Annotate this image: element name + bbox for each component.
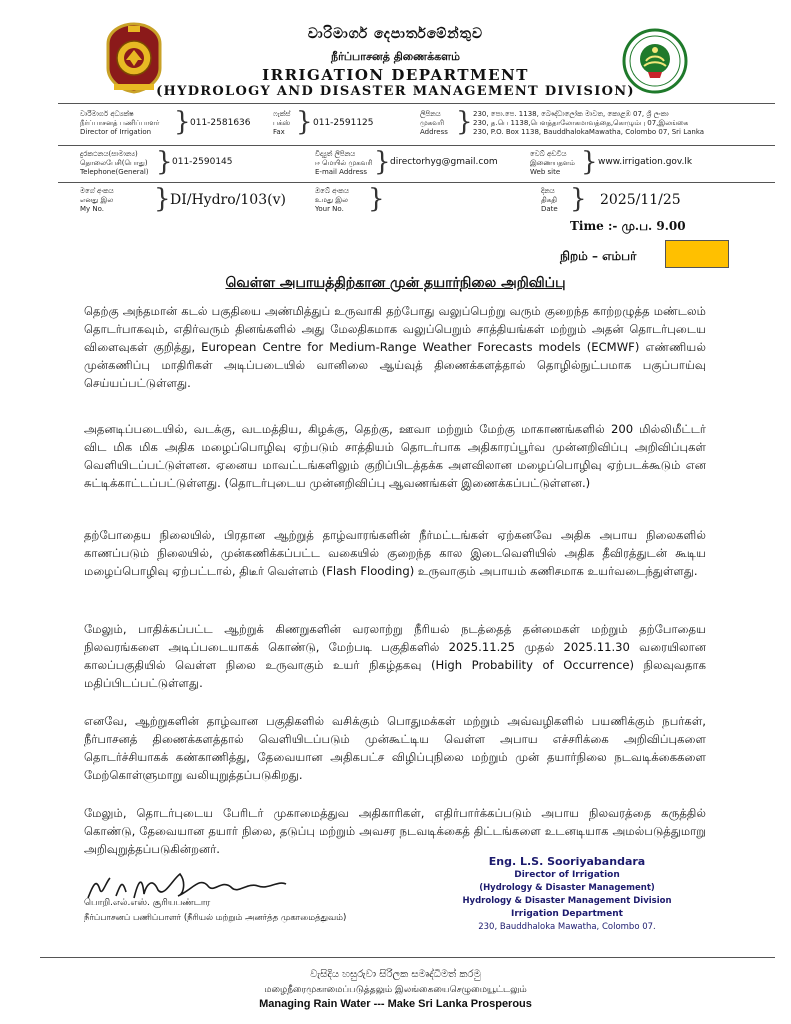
alert-color-swatch — [665, 240, 729, 268]
date-brace: } — [570, 184, 587, 214]
date-value: 2025/11/25 — [600, 192, 681, 208]
address-label: ලිපිනය முகவரி Address — [420, 110, 448, 136]
my-no-label: මගේ අංකය எனது இல My No. — [80, 187, 114, 213]
paragraph-5: எனவே, ஆற்றுகளின் தாழ்வான பகுதிகளில் வசிக்கும் பொதுமக்கள் மற்றும் அவ்வழிகளில் பயணிக்கும் நபர்கள், நீர்பாசனத் திணைக்களத்தால் வெளியிடப்படும் முன்கூட்டிய வெள்ள அபாய எச்சரிக்கை அறிவிப்புகளை தொடர்ச்சியாகக் கண்காணித்து, தேவையான அதிகபட்ச விழிப்புநிலை மற்றும் முன் தயார்நிலை நடவடிக்கைகளை மேற்கொள்ளுமாறு வலியுறுத்தப்படுகிறது. — [84, 714, 706, 782]
paragraph-3: தற்போதைய நிலையில், பிரதான ஆற்றுத் தாழ்வாரங்களின் நீர்மட்டங்கள் ஏற்கனவே அதிக அபாய நிலைகளில் காணப்படும் நிலையில், முன்கணிக்கப்பட்ட வகையில் குறைந்த கால இடைவெளியில் அதிக தீவிரத்துடன் கூடிய மழைப்பொழிவு ஏற்பட்டால், திடீர் வெள்ளம் (Flash Flooding) உருவாகும் அபாயம் கணிசமாக உயர்வடைந்துள்ளது. — [84, 528, 706, 578]
paragraph-6: மேலும், தொடர்புடைய பேரிடர் முகாமைத்துவ அதிகாரிகள், எதிர்பார்க்கப்படும் அபாய நிலவரத்தை கருத்தில் கொண்டு, தேவையான தயார் நிலை, தடுப்பு மற்றும் அவசர நடவடிக்கைத் திட்டங்களை உடனடியாக அமல்படுத்துமாறு அறிவுறுத்தப்படுகின்றனர். — [84, 806, 706, 856]
footer-divider — [40, 957, 775, 958]
header-english-title: IRRIGATION DEPARTMENT — [262, 66, 529, 84]
website-url[interactable]: www.irrigation.gov.lk — [598, 157, 693, 167]
alert-color-label: நிறம் – எம்பர் — [560, 249, 637, 263]
address-brace: } — [456, 107, 473, 137]
paragraph-4: மேலும், பாதிக்கப்பட்ட ஆற்றுக் கிணறுகளின் வரலாற்று நீரியல் நடத்தைத் தன்மைகள் மற்றும் தற்போதைய நிலவரங்களை அடிப்படையாகக் கொண்டு, மேற்படி பகுதிகளில் 2025.11.25 முதல் 2025.11.30 வரையிலான காலப்பகுதியில் வெள்ள நிலை உருவாகும் உயர் நிகழ்தகவு (High Probability of Occurrence) நிலவுவதாக மதிப்பிடப்பட்டுள்ளது. — [84, 622, 706, 690]
my-no-brace: } — [154, 184, 171, 214]
email-brace: } — [374, 147, 391, 177]
footer-sinhala-slogan: වැසිදිය හසුරුවා සිරිලක සමෘද්ධිමත් කරමු — [310, 969, 481, 980]
your-no-brace: } — [368, 184, 385, 214]
signatory-title-tamil: நீர்ப்பாசனப் பணிப்பாளர் (நீரியல் மற்றும் அனர்த்த முகாமைத்துவம்) — [84, 913, 347, 923]
header-division: (HYDROLOGY AND DISASTER MANAGEMENT DIVISION) — [156, 84, 635, 99]
website-brace: } — [581, 147, 598, 177]
paragraph-1: தெற்கு அந்தமான் கடல் பகுதியை அண்மித்துப் உருவாகி தற்போது வலுப்பெற்று வரும் குறைந்த காற்றழுத்த மண்டலம் தொடர்பாகவும், எதிர்வரும் தினங்களில் அது மேலதிகமாக வலுப்பெறும் சாத்தியங்கள் மற்றும் அதன் தொடர்புடைய விளைவுகள் குறித்து, European Centre for Medium-Range Weather Forecasts models (ECMWF) எண்ணியல் முன்கணிப்பு மாதிரிகள் அடிப்படையில் வானிலை ஆய்வுத் திணைக்களத்தால் தொழில்நுட்பமாக பகுப்பாய்வு செய்யப்பட்டுள்ளது. — [84, 304, 706, 390]
stamp-line-5: 230, Bauddhaloka Mawatha, Colombo 07. — [478, 922, 656, 932]
issue-time: Time :- மு.ப. 9.00 — [570, 219, 686, 233]
fax-number: 011-2591125 — [313, 118, 374, 128]
director-phone: 011-2581636 — [190, 118, 251, 128]
address-value: 230, පො.පෙ. 1138, බෞද්ධාලෝක මාවත, කොළඹ 07, ශ්‍රී ලංකා 230, த.பெ 1138,பௌத்தாலோகமாவத்தை,கொழும்பு 07,இலங்கை 230, P.O. Box 1138, BauddhalokaMawatha, Colombo 07, Sri Lanka — [473, 110, 705, 136]
stamp-line-4: Irrigation Department — [511, 909, 623, 919]
date-label: දිනය திகதி Date — [541, 187, 558, 213]
footer-english-slogan: Managing Rain Water --- Make Sri Lanka Prosperous — [259, 998, 532, 1010]
telephone-brace: } — [156, 147, 173, 177]
stamp-name: Eng. L.S. Sooriyabandara — [488, 855, 646, 868]
footer-tamil-slogan: மழைநீரைமுகாமைப்படுத்தலும் இலங்கையைசெழுமையூட்டலும் — [264, 985, 527, 995]
stamp-line-2: (Hydrology & Disaster Management) — [479, 883, 655, 893]
fax-brace: } — [296, 107, 313, 137]
contacts-divider-1 — [58, 145, 775, 146]
stamp-line-3: Hydrology & Disaster Management Division — [462, 896, 672, 906]
paragraph-2: அதனடிப்படையில், வடக்கு, வடமத்திய, கிழக்கு, தெற்கு, ஊவா மற்றும் மேற்கு மாகாணங்களில் 200 மில்லிமீட்டர் விட மிக மிக அதிக மழைப்பொழிவு ஏற்படும் சாத்தியம் தொடர்பாக அதிகாரப்பூர்வ முன்னறிவிப்பு அறிவிப்புகள் வெளியிடப்பட்டுள்ளன. ஏனைய மாவட்டங்களிலும் குறிப்பிடத்தக்க அளவிலான மழைப்பொழிவு ஏற்படக்கூடும் என சுட்டிக்காட்டப்பட்டுள்ளது. (தொடர்புடைய முன்னறிவிப்பு ஆவணங்கள் இணைக்கப்பட்டுள்ளன.) — [84, 422, 706, 490]
telephone-label: දුරකථනය(සාමාන්‍ය) தொலைபேசி(பொது) Telephone(General) — [80, 150, 149, 176]
director-brace: } — [174, 107, 191, 137]
fax-label: ෆැක්ස් பக்ஸ் Fax — [273, 110, 291, 136]
your-no-label: ඔබේ අංකය உமது இல Your No. — [315, 187, 349, 213]
my-no-value: DI/Hydro/103(v) — [170, 192, 286, 208]
header-divider — [58, 103, 775, 104]
header-tamil-title: நீர்ப்பாசனத் திணைக்களம் — [331, 50, 460, 63]
stamp-line-1: Director of Irrigation — [514, 870, 620, 880]
email-address[interactable]: directorhyg@gmail.com — [390, 157, 498, 167]
notice-title: வெள்ள அபாயத்திற்கான முன் தயார்நிலை அறிவிப்பு — [225, 275, 566, 291]
signatory-name-tamil: பொறி.எல்.எஸ். சூரியபண்டார — [84, 898, 211, 908]
header-sinhala-title: වාරිමාර්ග දෙපාර්තමේන්තුව — [307, 26, 484, 42]
email-label: විද්‍යුත් ලිපිනය ஈ மெயில் முகவரி E-mail Address — [315, 150, 373, 176]
telephone-number: 011-2590145 — [172, 157, 233, 167]
director-label: වාරිමාර්ග අධ්‍යක්ෂ நீர்ப்பாசனத் பணிப்பாளர் Director of Irrigation — [80, 110, 160, 136]
contacts-divider-2 — [58, 182, 775, 183]
website-label: වෙබ් අඩවිය இணையதளம் Web site — [530, 150, 575, 176]
